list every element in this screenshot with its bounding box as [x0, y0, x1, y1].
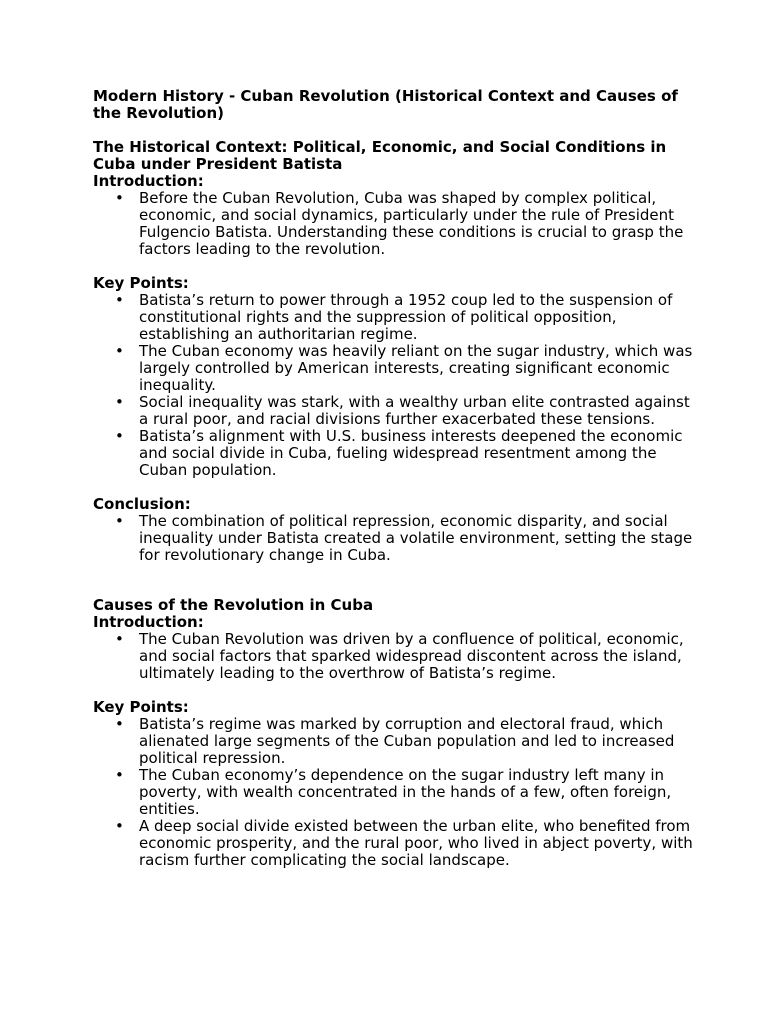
- document-title: Modern History - Cuban Revolution (Historical Context and Causes of the Revolution): [93, 87, 678, 122]
- key-points-list: [93, 292, 693, 479]
- list-item: • The Cuban Revolution was driven by a confluence of political, economic, and social factors that sparked widespread discontent across the island, ultimately leading to the overthrow of Batista’s regime.: [139, 631, 693, 682]
- section-heading-causes: Causes of the Revolution in Cuba: [93, 596, 374, 614]
- key-points-label: Key Points:: [93, 698, 189, 716]
- introduction-list: [93, 190, 693, 258]
- conclusion-label: Conclusion:: [93, 495, 191, 513]
- introduction-list: [93, 631, 693, 682]
- key-points-list: [93, 716, 693, 869]
- list-item: • Batista’s regime was marked by corruption and electoral fraud, which alienated large segments of the Cuban population and led to increased political repression.: [139, 716, 693, 767]
- list-item: • The Cuban economy was heavily reliant on the sugar industry, which was largely controlled by American interests, creating significant economic inequality.: [139, 343, 693, 394]
- list-item: • Batista’s alignment with U.S. business interests deepened the economic and social divide in Cuba, fueling widespread resentment among the Cuban population.: [139, 428, 693, 479]
- list-item: • The Cuban economy’s dependence on the sugar industry left many in poverty, with wealth concentrated in the hands of a few, often foreign, entities.: [139, 767, 693, 818]
- list-item: • The combination of political repression, economic disparity, and social inequality under Batista created a volatile environment, setting the stage for revolutionary change in Cuba.: [139, 513, 693, 564]
- section-heading-historical-context: The Historical Context: Political, Economic, and Social Conditions in Cuba under President Batista: [93, 138, 667, 173]
- list-item: • Social inequality was stark, with a wealthy urban elite contrasted against a rural poor, and racial divisions further exacerbated these tensions.: [139, 394, 693, 428]
- conclusion-list: [93, 513, 693, 564]
- document-page: [93, 88, 693, 869]
- list-item: • Batista’s return to power through a 1952 coup led to the suspension of constitutional rights and the suppression of political opposition, establishing an authoritarian regime.: [139, 292, 693, 343]
- list-item: • A deep social divide existed between the urban elite, who benefited from economic prosperity, and the rural poor, who lived in abject poverty, with racism further complicating the social landscape.: [139, 818, 693, 869]
- key-points-label: Key Points:: [93, 274, 189, 292]
- introduction-label: Introduction:: [93, 172, 204, 190]
- list-item: • Before the Cuban Revolution, Cuba was shaped by complex political, economic, and social dynamics, particularly under the rule of President Fulgencio Batista. Understanding these conditions is crucial to grasp the factors leading to the revolution.: [139, 190, 693, 258]
- introduction-label: Introduction:: [93, 613, 204, 631]
